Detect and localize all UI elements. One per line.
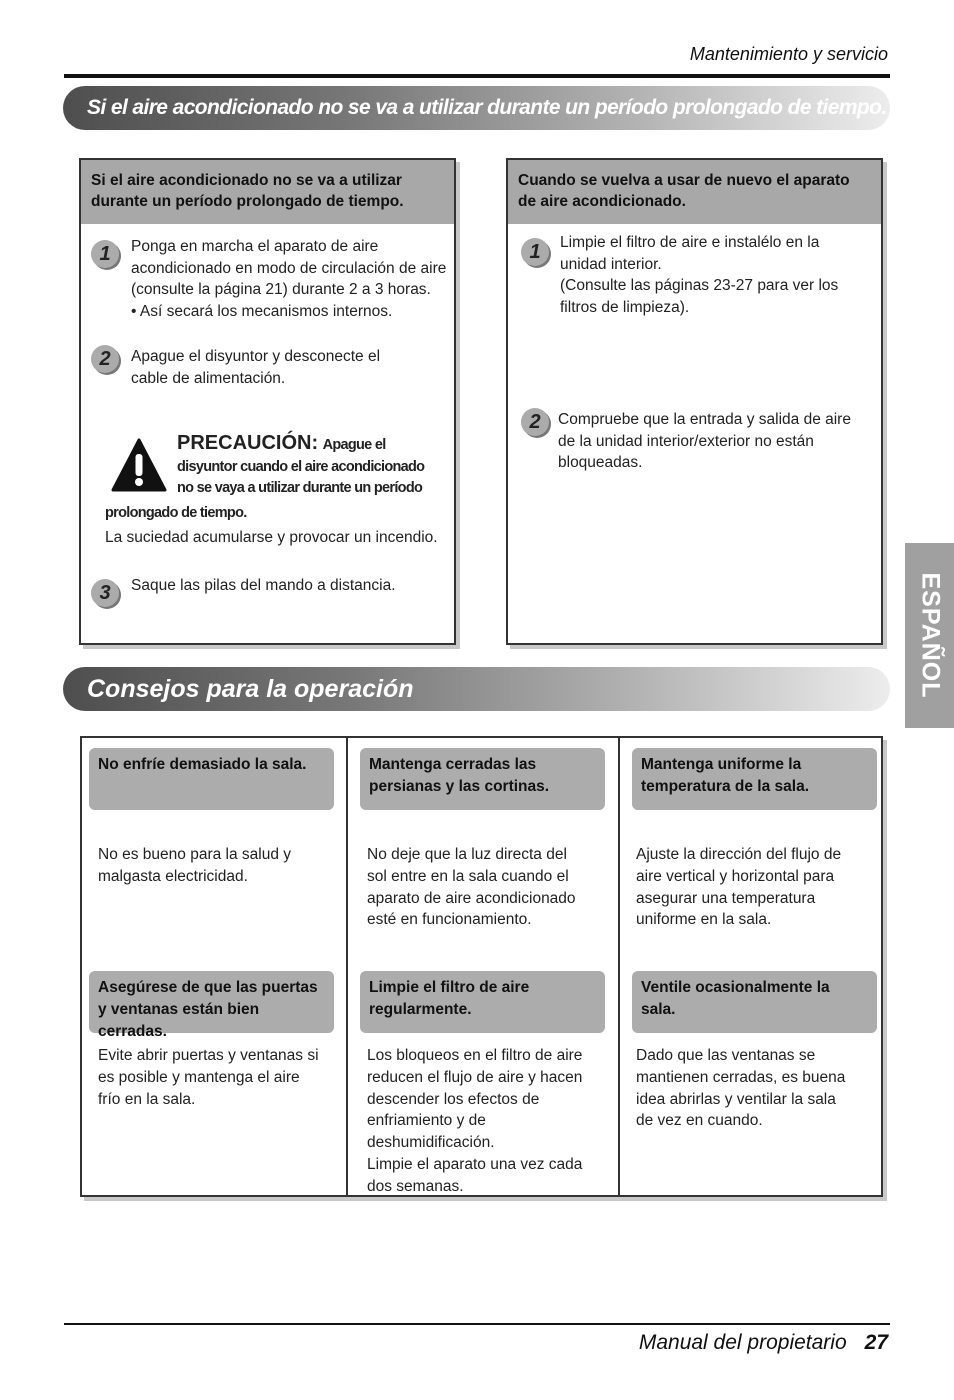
- tip-line: aire vertical y horizontal para: [636, 867, 835, 885]
- tip-line: Evite abrir puertas y ventanas si: [98, 1047, 319, 1064]
- tip-heading: Asegúrese de que las puertas y ventanas están bien cerradas.: [89, 971, 334, 1033]
- step-1-badge: 1: [91, 240, 119, 268]
- banner-storage-title: [63, 86, 890, 130]
- tip-line: No deje que la luz directa del: [367, 846, 567, 863]
- step-line: Saque las pilas del mando a distancia.: [131, 577, 396, 594]
- tip-body: [367, 844, 612, 931]
- tip-line: reducen el flujo de aire y hacen: [367, 1068, 583, 1086]
- tip-line: esté en funcionamiento.: [367, 911, 532, 929]
- caution-text: Apague el: [322, 437, 386, 453]
- step-line: acondicionado en modo de circulación de aire: [131, 259, 447, 277]
- step-line: filtros de limpieza).: [560, 298, 690, 316]
- step-line: cable de alimentación.: [131, 369, 286, 387]
- storage-box: [79, 158, 456, 645]
- tip-line: frío en la sala.: [98, 1090, 196, 1108]
- step-line: bloqueadas.: [558, 454, 643, 471]
- tip-body: [367, 1045, 612, 1198]
- tip-line: Ajuste la dirección del flujo de: [636, 846, 842, 863]
- tip-line: uniforme en la sala.: [636, 911, 772, 929]
- step-line: Apague el disyuntor y desconecte el: [131, 348, 381, 365]
- tip-line: deshumidificación.: [367, 1134, 495, 1152]
- storage-box-heading: Si el aire acondicionado no se va a utilizar durante un período prolongado de tiempo.: [81, 160, 454, 224]
- tip-line: es posible y mantenga el aire: [98, 1068, 300, 1086]
- tip-line: sol entre en la sala cuando el: [367, 867, 569, 885]
- tip-line: Los bloqueos en el filtro de aire: [367, 1047, 583, 1064]
- step-line: Compruebe que la entrada y salida de aire: [558, 411, 851, 428]
- tip-line: idea abrirlas y ventilar la sala: [636, 1090, 836, 1108]
- footer-title: Manual del propietario: [638, 1331, 847, 1354]
- bottom-rule: [64, 1323, 890, 1325]
- tip-line: dos semanas.: [367, 1177, 464, 1195]
- restart-box-heading: Cuando se vuelva a usar de nuevo el aparato de aire acondicionado.: [508, 160, 881, 224]
- restart-box: [506, 158, 883, 645]
- banner-tips-title: [63, 667, 890, 711]
- caution-text: no se vaya a utilizar durante un período: [177, 480, 423, 496]
- tip-line: descender los efectos de: [367, 1090, 540, 1108]
- step-line: Limpie el filtro de aire e instalélo en la: [560, 234, 820, 251]
- step-line: • Así secará los mecanismos internos.: [131, 302, 393, 320]
- language-label: ESPAÑOL: [916, 572, 944, 699]
- banner-storage-text: Si el aire acondicionado no se va a utilizar durante un período prolongado de tiempo.: [87, 96, 887, 119]
- storage-step-2: [131, 346, 451, 389]
- tip-line: No es bueno para la salud y: [98, 846, 292, 863]
- column-divider: [346, 738, 348, 1195]
- tip-heading: Mantenga cerradas las persianas y las cortinas.: [360, 748, 605, 810]
- caution-text: disyuntor cuando el aire acondicionado: [177, 458, 425, 475]
- tip-heading: Limpie el filtro de aire regularmente.: [360, 971, 605, 1033]
- tip-body: [636, 1045, 876, 1132]
- tip-line: de vez en cuando.: [636, 1112, 763, 1130]
- caution-note: La suciedad acumularse y provocar un incendio.: [105, 529, 438, 546]
- tip-heading: Mantenga uniforme la temperatura de la sala.: [632, 748, 877, 810]
- caution-text: prolongado de tiempo.: [105, 505, 247, 521]
- restart-step-1: [560, 232, 878, 318]
- language-tab-label: [905, 543, 954, 728]
- tip-heading: Ventile ocasionalmente la sala.: [632, 971, 877, 1033]
- tips-grid: [80, 736, 883, 1197]
- tip-line: malgasta electricidad.: [98, 867, 248, 885]
- page-number: 27: [864, 1331, 888, 1354]
- caution-block: [177, 432, 452, 500]
- tip-line: enfriamiento y de: [367, 1112, 486, 1130]
- step-3-badge: 3: [91, 579, 119, 607]
- warning-triangle-icon: [111, 438, 167, 492]
- tip-line: mantienen cerradas, es buena: [636, 1068, 846, 1086]
- storage-step-3: [131, 575, 451, 597]
- step-2-badge: 2: [521, 408, 549, 436]
- caution-title: PRECAUCIÓN:: [177, 432, 319, 454]
- step-line: unidad interior.: [560, 255, 662, 273]
- tip-line: aparato de aire acondicionado: [367, 889, 576, 907]
- tip-line: asegurar una temperatura: [636, 889, 816, 907]
- restart-step-2: [558, 409, 878, 474]
- section-header: Mantenimiento y servicio: [689, 44, 888, 64]
- footer: [639, 1331, 888, 1355]
- step-line: (Consulte las páginas 23-27 para ver los: [560, 277, 839, 294]
- tip-body: [636, 844, 876, 931]
- tip-line: Dado que las ventanas se: [636, 1047, 816, 1064]
- banner-tips-text: Consejos para la operación: [87, 674, 414, 703]
- storage-step-1: [131, 236, 451, 322]
- step-line: de la unidad interior/exterior no están: [558, 432, 814, 450]
- top-rule: [64, 74, 890, 78]
- step-2-badge: 2: [91, 345, 119, 373]
- tip-body: [98, 1045, 338, 1110]
- tip-heading: No enfríe demasiado la sala.: [89, 748, 334, 810]
- step-line: (consulte la página 21) durante 2 a 3 horas.: [131, 281, 431, 298]
- step-line: Ponga en marcha el aparato de aire: [131, 238, 379, 255]
- tip-line: Limpie el aparato una vez cada: [367, 1155, 583, 1173]
- step-1-badge: 1: [521, 238, 549, 266]
- column-divider: [618, 738, 620, 1195]
- tip-body: [98, 844, 338, 888]
